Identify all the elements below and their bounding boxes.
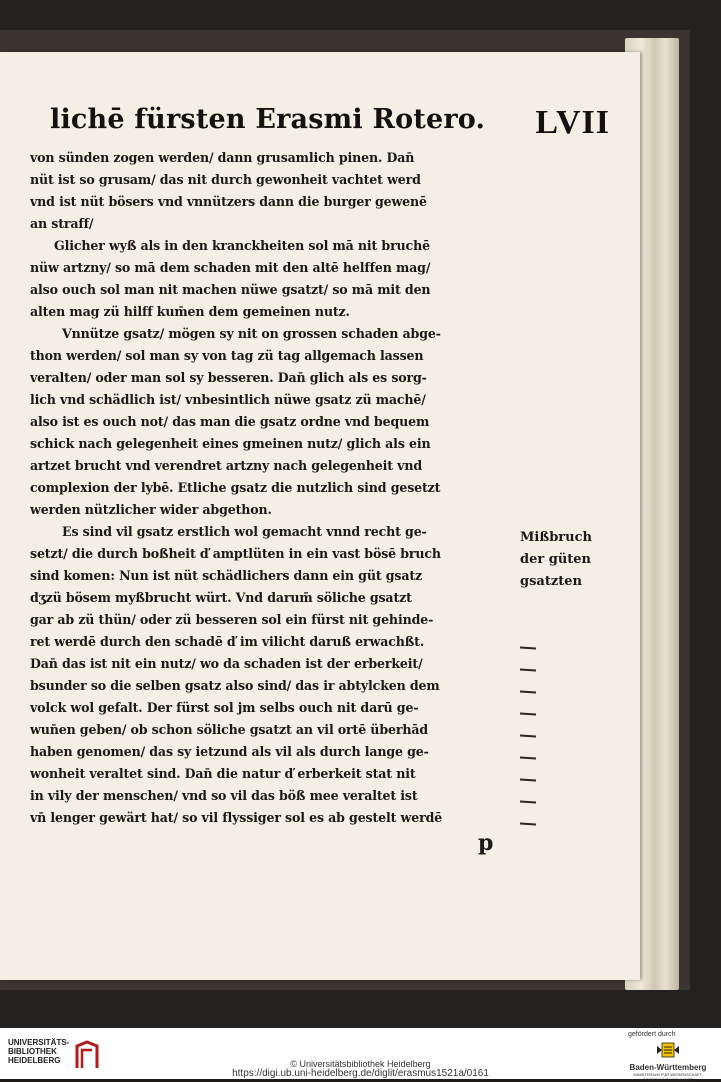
margin-dash xyxy=(518,768,542,790)
funder-name: Baden-Württemberg xyxy=(629,1063,707,1072)
margin-note-line: gsatzten xyxy=(520,574,582,589)
running-title: lichē fürsten Erasmi Rotero. xyxy=(50,104,486,135)
copyright-text: © Universitätsbibliothek Heidelberg xyxy=(290,1059,431,1069)
margin-dash xyxy=(518,658,542,680)
text-line: schick nach gelegenheit eines gmeinen nutz/ glich als ein xyxy=(30,436,431,451)
text-line: setzt/ die durch boßheit ď amptlüten in ein vast bösē bruch xyxy=(30,546,441,561)
text-line: Vnnütze gsatz/ mögen sy nit on grossen schaden abge- xyxy=(62,326,441,341)
margin-dash xyxy=(518,724,542,746)
text-line: veralten/ oder man sol sy besseren. Dan̄ glich als es sorg- xyxy=(30,370,427,385)
footer-bar xyxy=(0,1028,721,1082)
text-line: sind komen: Nun ist nüt schädlichers dann ein güt gsatz xyxy=(30,568,423,583)
signature-mark: p xyxy=(478,830,494,856)
text-line: artzet brucht vnd verendret artzny nach gelegenheit vnd xyxy=(30,458,422,473)
margin-note xyxy=(520,527,628,593)
funded-by-label: gefördert durch xyxy=(628,1031,676,1038)
text-line: lich vnd schädlich ist/ vnbesintlich nüwe gsatz zü machē/ xyxy=(30,392,426,407)
text-line: nüw artzny/ so mā dem schaden mit den altē helffen mag/ xyxy=(30,260,431,275)
text-line: ret werdē durch den schadē ď im vilicht daruß erwachßt. xyxy=(30,634,425,649)
text-line: vn̄ lenger gewärt hat/ so vil flyssiger sol es ab gestelt werdē xyxy=(30,810,443,825)
text-line: also ouch sol man nit machen nüwe gsatzt/ so mā mit den xyxy=(30,282,431,297)
margin-dash xyxy=(518,680,542,702)
text-line: thon werden/ sol man sy von tag zü tag allgemach lassen xyxy=(30,348,424,363)
text-line: von sünden zogen werden/ dann grusamlich pinen. Dan̄ xyxy=(30,150,415,165)
text-line: bsunder so die selben gsatz also sind/ das ir abtylcken dem xyxy=(30,678,440,693)
text-line: Es sind vil gsatz erstlich wol gemacht vnnd recht ge- xyxy=(62,524,427,539)
funder-subtitle: MINISTERIUM FÜR WISSENSCHAFT, FORSCHUNG UND KUNST xyxy=(633,1072,703,1082)
margin-note-line: Mißbruch xyxy=(520,530,592,545)
margin-dash xyxy=(518,790,542,812)
body-text xyxy=(30,147,530,829)
text-line: gar ab zü thün/ oder zü besseren sol ein fürst nit gehinde- xyxy=(30,612,434,627)
text-line: Glicher wyß als in den kranckheiten sol mā nit bruchē xyxy=(54,238,430,253)
text-line: alten mag zü hilff kum̄en dem gemeinen nutz. xyxy=(30,304,350,319)
page-header xyxy=(50,104,610,150)
text-line: in vily der menschen/ vnd so vil das böß mee veraltet ist xyxy=(30,788,418,803)
source-url[interactable]: https://digi.ub.uni-heidelberg.de/diglit/erasmus1521a/0161 xyxy=(232,1068,489,1079)
library-name: UNIVERSITÄTS- BIBLIOTHEK HEIDELBERG xyxy=(8,1038,70,1065)
text-line: an straff/ xyxy=(30,216,94,231)
margin-note-line: der güten xyxy=(520,552,592,567)
margin-dash xyxy=(518,812,542,834)
funder-block xyxy=(620,1031,716,1082)
text-line: volck wol gefalt. Der fürst sol jm selbs ouch nit darū ge- xyxy=(30,700,419,715)
text-line: complexion der lybē. Etliche gsatz die nutzlich sind gesetzt xyxy=(30,480,441,495)
margin-dash xyxy=(518,702,542,724)
text-line: dʒzü bösem myßbrucht würt. Vnd darum̄ söliche gsatzt xyxy=(30,590,412,605)
state-crest-icon xyxy=(655,1042,681,1058)
text-line: vnd ist nüt bösers vnd vnnützers dann die burger gewenē xyxy=(30,194,427,209)
text-line: wonheit veraltet sind. Dan̄ die natur ď erberkeit stat nit xyxy=(30,766,416,781)
folio-number: LVII xyxy=(535,104,610,141)
text-line: nüt ist so grusam/ das nit durch gewonheit vachtet werd xyxy=(30,172,421,187)
text-line: Dan̄ das ist nit ein nutz/ wo da schaden ist der erberkeit/ xyxy=(30,656,423,671)
margin-dash xyxy=(518,636,542,658)
margin-dash-marks xyxy=(518,636,542,834)
margin-dash xyxy=(518,746,542,768)
text-line: werden nützlicher wider abgethon. xyxy=(30,502,272,517)
text-line: wun̄en geben/ ob schon söliche gsatzt an vil ortē überhād xyxy=(30,722,428,737)
text-line: haben genomen/ das sy ietzund als vil als durch lange ge- xyxy=(30,744,429,759)
text-line: also ist es ouch not/ das man die gsatz ordne vnd bequem xyxy=(30,414,430,429)
